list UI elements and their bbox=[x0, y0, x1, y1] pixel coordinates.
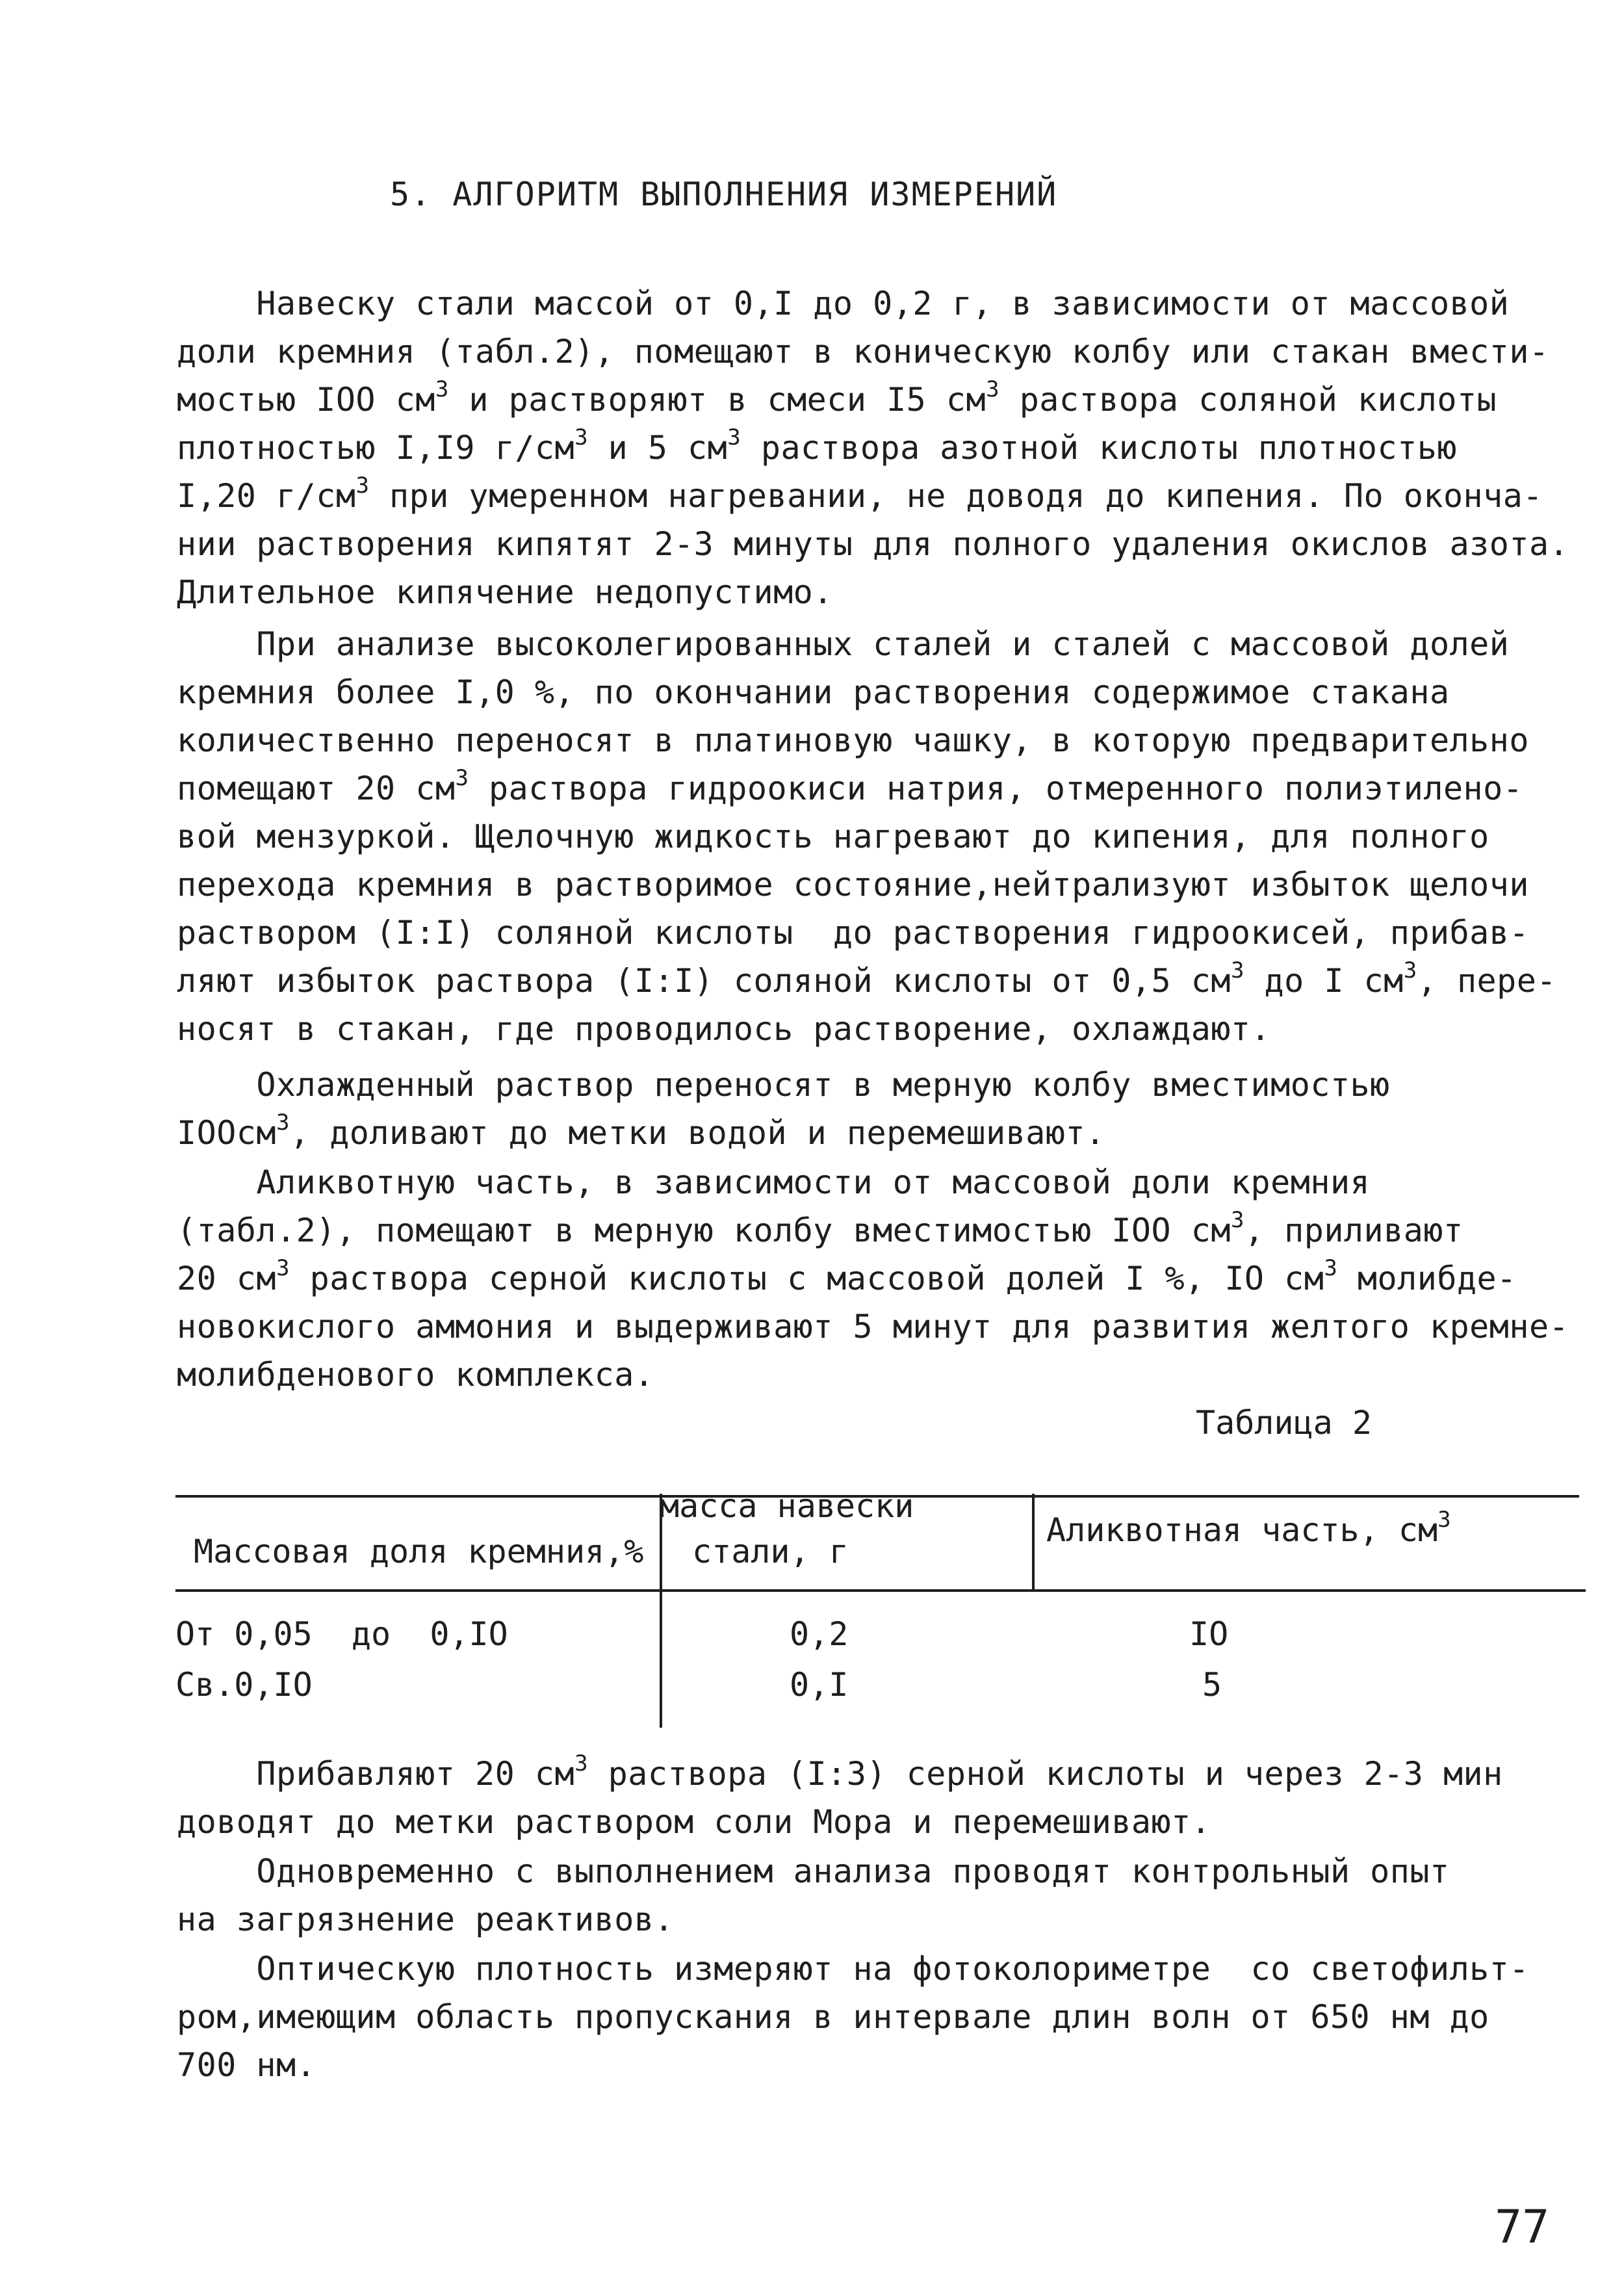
text-segment: до I см bbox=[1244, 962, 1404, 1000]
header-aliquot-sup: 3 bbox=[1437, 1507, 1451, 1533]
text-segment: IOOсм bbox=[177, 1114, 277, 1152]
text-line bbox=[177, 957, 1567, 1000]
section-title: 5. АЛГОРИТМ ВЫПОЛНЕНИЯ ИЗМЕРЕНИЙ bbox=[390, 176, 1058, 213]
text-segment: и 5 см bbox=[588, 429, 728, 467]
text-line bbox=[177, 1803, 1567, 1841]
row1-aliquot: IO bbox=[1189, 1615, 1229, 1653]
text-segment: новокислого аммония и выдерживают 5 минут для развития желтого кремне- bbox=[177, 1308, 1569, 1346]
text-line bbox=[177, 376, 1567, 419]
text-segment: нии растворения кипятят 2-3 минуты для полного удаления окислов азота. bbox=[177, 525, 1569, 563]
row2-aliquot: 5 bbox=[1202, 1666, 1222, 1704]
text-segment: молибденового комплекса. bbox=[177, 1356, 654, 1394]
text-segment: ляют избыток раствора (I:I) соляной кислоты от 0,5 см bbox=[177, 962, 1231, 1000]
text-segment: при умеренном нагревании, не доводя до кипения. По оконча- bbox=[369, 477, 1543, 515]
text-segment: 20 см bbox=[177, 1260, 277, 1297]
table-2 bbox=[175, 1482, 1586, 1729]
superscript: 3 bbox=[1403, 957, 1417, 983]
text-line bbox=[177, 285, 1567, 322]
text-line bbox=[177, 1750, 1567, 1793]
text-line bbox=[177, 1066, 1567, 1104]
text-segment: Прибавляют 20 см bbox=[177, 1755, 575, 1793]
text-segment: 700 нм. bbox=[177, 2046, 316, 2084]
superscript: 3 bbox=[435, 376, 449, 402]
text-segment: Длительное кипячение недопустимо. bbox=[177, 573, 833, 611]
row1-mass: 0,2 bbox=[790, 1615, 849, 1653]
text-segment: кремния более I,0 %, по окончании растворения содержимое стакана bbox=[177, 673, 1450, 711]
superscript: 3 bbox=[355, 473, 370, 499]
text-segment: , приливают bbox=[1244, 1212, 1463, 1249]
text-segment: ром,имеющим область пропускания в интервале длин волн от 650 нм до bbox=[177, 1998, 1489, 2036]
text-segment: , пере- bbox=[1417, 962, 1556, 1000]
text-line bbox=[177, 1901, 1567, 1938]
header-sample-mass-line1: масса навески bbox=[660, 1487, 914, 1525]
superscript: 3 bbox=[727, 424, 741, 450]
text-line bbox=[177, 866, 1567, 904]
text-segment: , доливают до метки водой и перемешивают. bbox=[290, 1114, 1105, 1152]
table-col-divider-1 bbox=[660, 1494, 662, 1728]
table-caption: Таблица 2 bbox=[1196, 1404, 1372, 1442]
superscript: 3 bbox=[986, 376, 1000, 402]
text-segment: плотностью I,I9 г/см bbox=[177, 429, 575, 467]
row2-range: Св.0,IO bbox=[175, 1666, 313, 1704]
text-line bbox=[177, 573, 1567, 611]
text-segment: раствора серной кислоты с массовой долей I %, IO см bbox=[290, 1260, 1324, 1297]
text-segment: (табл.2), помещают в мерную колбу вместимостью IOO см bbox=[177, 1212, 1231, 1249]
text-segment: доводят до метки раствором соли Мора и перемешивают. bbox=[177, 1803, 1211, 1841]
text-segment: I,20 г/см bbox=[177, 477, 356, 515]
text-segment: и растворяют в смеси I5 см bbox=[448, 381, 986, 419]
text-line bbox=[177, 818, 1567, 855]
text-segment: Аликвотную часть, в зависимости от массовой доли кремния bbox=[177, 1164, 1371, 1201]
header-sample-mass-line2: стали, г bbox=[692, 1533, 849, 1570]
row1-range: От 0,05 до 0,IO bbox=[175, 1615, 508, 1653]
superscript: 3 bbox=[455, 765, 469, 791]
header-aliquot-text: Аликвотная часть, см bbox=[1046, 1511, 1438, 1549]
superscript: 3 bbox=[1324, 1255, 1338, 1281]
text-line bbox=[177, 1010, 1567, 1048]
header-aliquot bbox=[1046, 1507, 1451, 1549]
text-segment: молибде- bbox=[1337, 1260, 1517, 1297]
text-line bbox=[177, 333, 1567, 370]
text-line bbox=[177, 1852, 1567, 1890]
text-line bbox=[177, 424, 1567, 467]
text-line bbox=[177, 1356, 1567, 1394]
text-segment: Оптическую плотность измеряют на фотоколориметре со светофильт- bbox=[177, 1950, 1529, 1988]
text-line bbox=[177, 914, 1567, 952]
text-segment: количественно переносят в платиновую чашку, в которую предварительно bbox=[177, 722, 1529, 759]
text-line bbox=[177, 1998, 1567, 2036]
text-line bbox=[177, 1164, 1567, 1201]
table-header-rule bbox=[175, 1589, 1586, 1592]
text-segment: раствора соляной кислоты bbox=[999, 381, 1497, 419]
table-col-divider-2 bbox=[1032, 1494, 1035, 1590]
text-segment: мостью IOO см bbox=[177, 381, 435, 419]
superscript: 3 bbox=[1230, 957, 1244, 983]
superscript: 3 bbox=[276, 1255, 290, 1281]
text-line bbox=[177, 2046, 1567, 2084]
text-segment: доли кремния (табл.2), помещают в коническую колбу или стакан вмести- bbox=[177, 333, 1549, 370]
text-segment: помещают 20 см bbox=[177, 770, 456, 807]
text-line bbox=[177, 673, 1567, 711]
text-line bbox=[177, 473, 1567, 515]
text-segment: Навеску стали массой от 0,I до 0,2 г, в зависимости от массовой bbox=[177, 285, 1510, 322]
text-line bbox=[177, 1207, 1567, 1249]
text-line bbox=[177, 625, 1567, 663]
text-segment: раствора гидроокиси натрия, отмеренного полиэтилено- bbox=[469, 770, 1523, 807]
text-segment: носят в стакан, где проводилось растворение, охлаждают. bbox=[177, 1010, 1271, 1048]
text-segment: раствора азотной кислоты плотностью bbox=[741, 429, 1457, 467]
page-number: 77 bbox=[1495, 2200, 1550, 2254]
text-line bbox=[177, 1308, 1567, 1346]
superscript: 3 bbox=[276, 1110, 290, 1136]
text-segment: вой мензуркой. Щелочную жидкость нагревают до кипения, для полного bbox=[177, 818, 1489, 855]
text-segment: на загрязнение реактивов. bbox=[177, 1901, 675, 1938]
text-segment: При анализе высоколегированных сталей и сталей с массовой долей bbox=[177, 625, 1510, 663]
superscript: 3 bbox=[574, 424, 589, 450]
text-line bbox=[177, 722, 1567, 759]
text-line bbox=[177, 1950, 1567, 1988]
text-segment: Одновременно с выполнением анализа проводят контрольный опыт bbox=[177, 1852, 1450, 1890]
text-line bbox=[177, 765, 1567, 807]
text-segment: раствором (I:I) соляной кислоты до растворения гидроокисей, прибав- bbox=[177, 914, 1529, 952]
superscript: 3 bbox=[1230, 1207, 1244, 1233]
header-silicon-fraction: Массовая доля кремния,% bbox=[194, 1533, 644, 1570]
superscript: 3 bbox=[574, 1750, 589, 1776]
text-line bbox=[177, 525, 1567, 563]
text-segment: Охлажденный раствор переносят в мерную колбу вместимостью bbox=[177, 1066, 1390, 1104]
text-line bbox=[177, 1255, 1567, 1297]
row2-mass: 0,I bbox=[790, 1666, 849, 1704]
text-line bbox=[177, 1110, 1567, 1152]
text-segment: перехода кремния в растворимое состояние,нейтрализуют избыток щелочи bbox=[177, 866, 1529, 904]
text-segment: раствора (I:3) серной кислоты и через 2-3 мин bbox=[588, 1755, 1503, 1793]
